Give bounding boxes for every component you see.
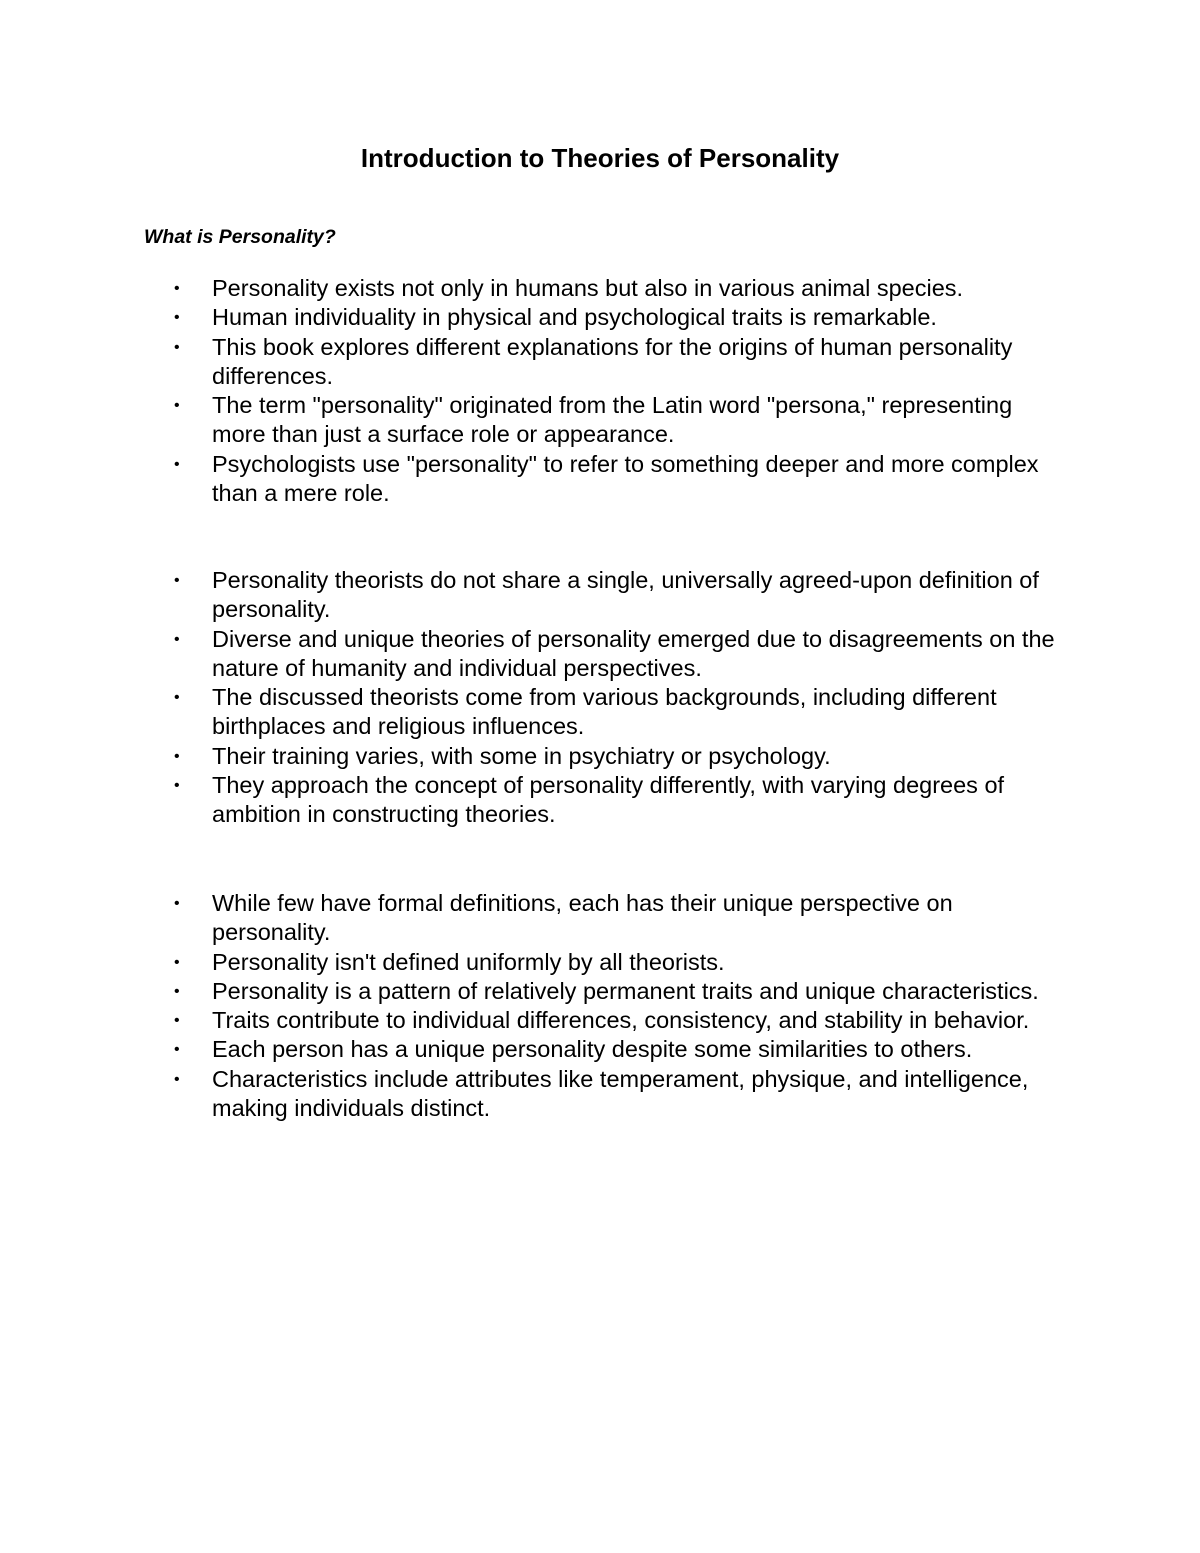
list-item-text: The discussed theorists come from various backgrounds, including different birthplaces and religious influences. xyxy=(212,684,997,740)
list-item xyxy=(0,948,1062,977)
list-item xyxy=(0,1006,1062,1035)
bullet-icon: • xyxy=(174,895,180,912)
bullet-icon: • xyxy=(174,1070,180,1088)
list-item-text: Personality is a pattern of relatively permanent traits and unique characteristics. xyxy=(212,977,1039,1004)
list-item-text: Traits contribute to individual differences, consistency, and stability in behavior. xyxy=(212,1007,1030,1034)
bullet-icon: • xyxy=(174,309,180,327)
bullet-list-2 xyxy=(0,566,1200,830)
list-item xyxy=(0,303,1062,332)
bullet-icon: • xyxy=(174,397,180,415)
bullet-icon: • xyxy=(174,338,180,356)
bullet-icon: • xyxy=(174,572,180,589)
bullet-icon: • xyxy=(174,630,180,648)
list-item xyxy=(0,1035,1062,1064)
list-item-text: They approach the concept of personality differently, with varying degrees of ambition in constructing theories. xyxy=(212,772,1005,828)
bullet-icon: • xyxy=(174,1041,180,1059)
list-item xyxy=(0,566,1062,625)
list-item xyxy=(0,625,1062,684)
list-item xyxy=(0,742,1062,771)
list-item xyxy=(0,333,1062,392)
list-item xyxy=(0,889,1062,948)
list-item xyxy=(0,274,1062,303)
list-item-text: Personality exists not only in humans but also in various animal species. xyxy=(212,275,964,301)
list-item-text: Personality isn't defined uniformly by all theorists. xyxy=(212,948,725,975)
bullet-icon: • xyxy=(174,689,180,707)
list-item-text: Diverse and unique theories of personality emerged due to disagreements on the nature of humanity and individual perspectives. xyxy=(212,625,1055,681)
list-item-text: Characteristics include attributes like temperament, physique, and intelligence, making individuals distinct. xyxy=(212,1065,1029,1122)
bullet-list-3 xyxy=(0,889,1200,1123)
list-item-text: The term "personality" originated from the Latin word "persona," representing more than just a surface role or appearance. xyxy=(212,392,1013,448)
list-item-text: While few have formal definitions, each has their unique perspective on personality. xyxy=(212,890,953,946)
list-item-text: This book explores different explanations for the origins of human personality differences. xyxy=(212,333,1013,389)
list-item-text: Personality theorists do not share a single, universally agreed-upon definition of personality. xyxy=(212,567,1039,623)
bullet-icon: • xyxy=(174,982,180,1000)
section-heading: What is Personality? xyxy=(144,226,336,248)
list-item-text: Each person has a unique personality despite some similarities to others. xyxy=(212,1036,973,1063)
bullet-icon: • xyxy=(174,953,180,971)
list-item xyxy=(0,683,1062,742)
list-item-text: Their training varies, with some in psychiatry or psychology. xyxy=(212,742,831,769)
bullet-icon: • xyxy=(174,455,180,473)
list-item xyxy=(0,771,1062,830)
bullet-list-1 xyxy=(0,274,1200,508)
list-item xyxy=(0,450,1062,509)
list-item xyxy=(0,977,1062,1006)
bullet-icon: • xyxy=(174,1012,180,1030)
bullet-icon: • xyxy=(174,777,180,795)
page-title: Introduction to Theories of Personality xyxy=(360,143,840,173)
list-item-text: Psychologists use "personality" to refer to something deeper and more complex than a mere role. xyxy=(212,450,1039,507)
bullet-icon: • xyxy=(174,747,180,765)
list-item xyxy=(0,391,1062,450)
list-item xyxy=(0,1065,1062,1124)
list-item-text: Human individuality in physical and psychological traits is remarkable. xyxy=(212,304,937,331)
bullet-icon: • xyxy=(174,280,180,297)
